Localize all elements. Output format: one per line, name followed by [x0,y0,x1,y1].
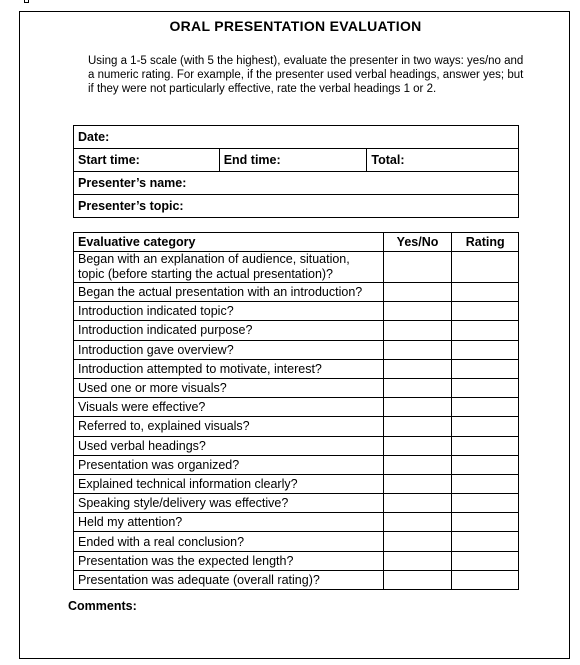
table-row [74,474,519,493]
category-cell: Introduction attempted to motivate, interest? [74,359,384,378]
table-row [74,513,519,532]
comments-label: Comments: [68,599,137,613]
yes-no-cell[interactable] [383,359,452,378]
presenter-topic-row [74,195,519,218]
yes-no-cell[interactable] [383,378,452,397]
time-row [74,149,519,172]
category-cell: Introduction indicated purpose? [74,321,384,340]
rating-cell[interactable] [452,417,519,436]
yes-no-cell[interactable] [383,252,452,283]
table-row [74,417,519,436]
category-cell: Visuals were effective? [74,398,384,417]
category-cell: Began with an explanation of audience, situation, topic (before starting the actual presentation)? [74,252,384,283]
yes-no-cell[interactable] [383,283,452,302]
rating-cell[interactable] [452,532,519,551]
yes-no-cell[interactable] [383,551,452,570]
category-cell: Used verbal headings? [74,436,384,455]
category-cell: Introduction gave overview? [74,340,384,359]
category-cell: Presentation was adequate (overall rating)? [74,570,384,589]
table-row [74,532,519,551]
table-row [74,570,519,589]
category-cell: Held my attention? [74,513,384,532]
yes-no-cell[interactable] [383,513,452,532]
evaluation-table [73,232,519,590]
rating-cell[interactable] [452,252,519,283]
presenter-name-field[interactable]: Presenter’s name: [74,172,519,195]
table-row [74,398,519,417]
evaluation-header-row [74,233,519,252]
yes-no-cell[interactable] [383,417,452,436]
end-time-field[interactable]: End time: [219,149,367,172]
table-row [74,321,519,340]
form-title: ORAL PRESENTATION EVALUATION [169,18,422,34]
rating-cell[interactable] [452,436,519,455]
table-row [74,378,519,397]
presentation-info-table [73,125,519,218]
total-time-field[interactable]: Total: [367,149,519,172]
document-page [19,11,570,659]
yes-no-cell[interactable] [383,340,452,359]
rating-cell[interactable] [452,340,519,359]
yes-no-cell[interactable] [383,494,452,513]
presenter-name-row [74,172,519,195]
rating-cell[interactable] [452,455,519,474]
form-instructions: Using a 1-5 scale (with 5 the highest), evaluate the presenter in two ways: yes/no and a numeric rating. For example, if the presenter used verbal headings, answer yes; but if they were not particularly effective, rate the verbal headings 1 or 2. [88,55,524,95]
category-cell: Used one or more visuals? [74,378,384,397]
rating-cell[interactable] [452,570,519,589]
presenter-topic-field[interactable]: Presenter’s topic: [74,195,519,218]
yes-no-cell[interactable] [383,532,452,551]
category-cell: Ended with a real conclusion? [74,532,384,551]
header-evaluative-category: Evaluative category [74,233,384,252]
category-cell: Speaking style/delivery was effective? [74,494,384,513]
rating-cell[interactable] [452,378,519,397]
rating-cell[interactable] [452,302,519,321]
category-cell: Introduction indicated topic? [74,302,384,321]
category-cell: Presentation was organized? [74,455,384,474]
rating-cell[interactable] [452,398,519,417]
rating-cell[interactable] [452,494,519,513]
yes-no-cell[interactable] [383,398,452,417]
rating-cell[interactable] [452,551,519,570]
table-row [74,252,519,283]
rating-cell[interactable] [452,359,519,378]
yes-no-cell[interactable] [383,321,452,340]
table-row [74,455,519,474]
table-row [74,340,519,359]
category-cell: Explained technical information clearly? [74,474,384,493]
start-time-field[interactable]: Start time: [74,149,220,172]
table-row [74,283,519,302]
table-row [74,302,519,321]
category-cell: Presentation was the expected length? [74,551,384,570]
header-yes-no: Yes/No [383,233,452,252]
page-edge-marker [24,0,29,3]
header-rating: Rating [452,233,519,252]
rating-cell[interactable] [452,283,519,302]
category-cell: Referred to, explained visuals? [74,417,384,436]
date-row [74,126,519,149]
table-row [74,494,519,513]
yes-no-cell[interactable] [383,455,452,474]
rating-cell[interactable] [452,321,519,340]
table-row [74,436,519,455]
rating-cell[interactable] [452,513,519,532]
yes-no-cell[interactable] [383,436,452,455]
yes-no-cell[interactable] [383,570,452,589]
yes-no-cell[interactable] [383,302,452,321]
table-row [74,551,519,570]
date-field[interactable]: Date: [74,126,519,149]
yes-no-cell[interactable] [383,474,452,493]
category-cell: Began the actual presentation with an introduction? [74,283,384,302]
rating-cell[interactable] [452,474,519,493]
table-row [74,359,519,378]
